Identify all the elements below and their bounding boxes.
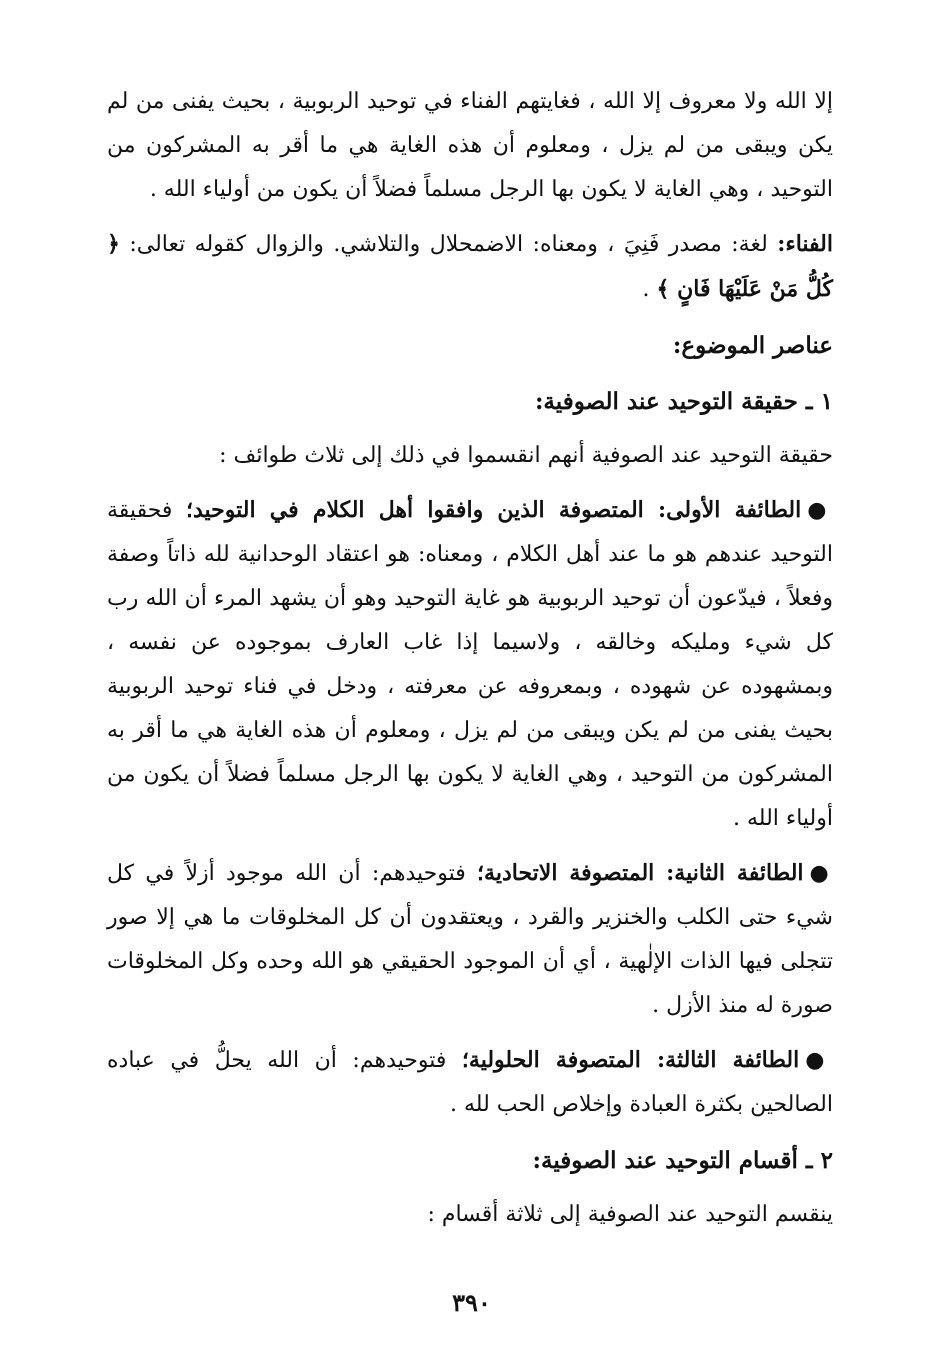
page-number: ٣٩٠ [452,1288,491,1317]
fana-end: . [642,277,657,302]
bullet-icon: ● [805,1047,833,1073]
group3-paragraph [107,1038,833,1127]
group1-paragraph [107,488,833,841]
group2-text: فتوحيدهم: أن الله موجود أزلاً في كل شيء حتى الكلب والخنزير والقرد ، ويعتقدون أن كل المخلوقات ما هي إلا صور تتجلى فيها الذات الإلٰهية ، أي أن الموجود الحقيقي هو الله وحده وكل المخلوقات صورة له منذ الأزل . [107,861,833,1018]
section1-intro: حقيقة التوحيد عند الصوفية أنهم انقسموا في ذلك إلى ثلاث طوائف : [219,443,833,468]
section1-heading: ١ ـ حقيقة التوحيد عند الصوفية: [534,388,833,415]
book-page [107,80,833,1247]
group1-title: الطائفة الأولى: المتصوفة الذين وافقوا أهل الكلام في التوحيد؛ [185,497,802,523]
quran-verse: ﴿ كُلُّ مَنْ عَلَيْهَا فَانٍ ﴾ [107,231,833,302]
fana-definition [107,222,833,312]
fana-definition-text: لغة: مصدر فَنِيَ ، ومعناه: الاضمحلال والتلاشي. والزوال كقوله تعالى: [119,232,778,257]
bullet-icon: ● [807,497,833,523]
group2-title: الطائفة الثانية: المتصوفة الاتحادية؛ [477,860,804,886]
elements-heading: عناصر الموضوع: [672,332,833,359]
section2-intro: ينقسم التوحيد عند الصوفية إلى ثلاثة أقسام : [427,1202,833,1227]
group2-paragraph [107,851,833,1028]
intro-paragraph: إلا الله ولا معروف إلا الله ، فغايتهم الفناء في توحيد الربوبية ، بحيث يفنى من لم يكن ويبقى من لم يزل ، ومعلوم أن هذه الغاية هي ما أقر به المشركون من التوحيد ، وهي الغاية لا يكون بها الرجل مسلماً فضلاً أن يكون من أولياء الله . [107,89,833,202]
group1-text: فحقيقة التوحيد عندهم هو ما عند أهل الكلام ، ومعناه: هو اعتقاد الوحدانية لله ذاتاً وصفة وفعلاً ، فيدّعون أن توحيد الربوبية هو غاية التوحيد وهو أن يشهد المرء أن الله رب كل شيء ومليكه وخالقه ، ولاسيما إذا غاب العارف بموجوده عن نفسه ، وبمشهوده عن شهوده ، وبمعروفه عن معرفته ، ودخل في فناء توحيد الربوبية بحيث يفنى من لم يكن ويبقى من لم يزل ، ومعلوم أن هذه الغاية هي ما أقر به المشركون من التوحيد ، وهي الغاية لا يكون بها الرجل مسلماً فضلاً أن يكون من أولياء الله . [107,498,833,831]
section2-heading: ٢ ـ أقسام التوحيد عند الصوفية: [532,1147,833,1174]
group3-text: فتوحيدهم: أن الله يحلُّ في عباده الصالحين بكثرة العبادة وإخلاص الحب لله . [107,1048,833,1117]
group3-title: الطائفة الثالثة: المتصوفة الحلولية؛ [461,1047,800,1073]
fana-term: الفناء: [777,231,833,257]
bullet-icon: ● [809,860,833,886]
